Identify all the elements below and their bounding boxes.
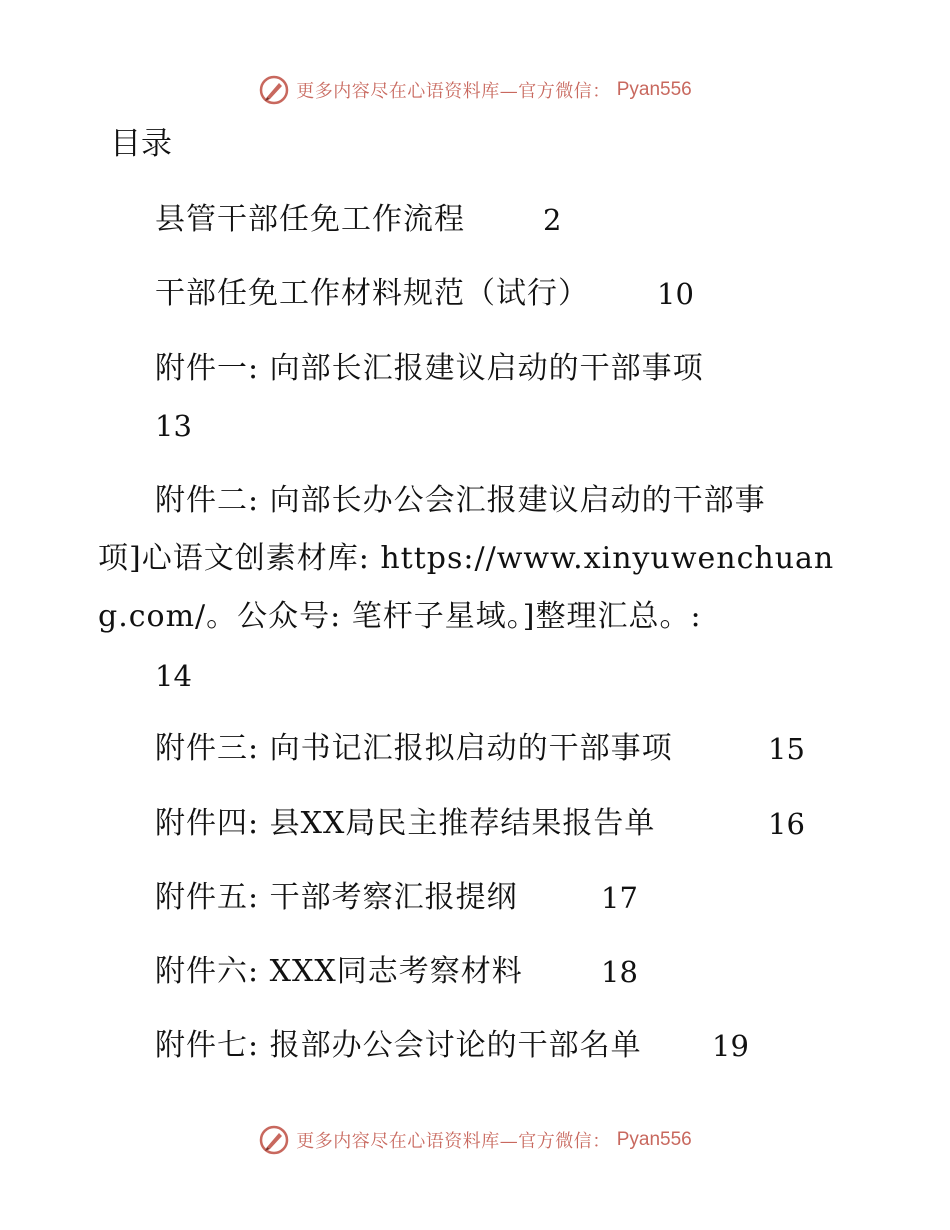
toc-entry[interactable] [155,1024,642,1068]
toc-entry-page: 16 [768,807,805,841]
toc-entry[interactable] [155,876,518,920]
toc-title: 目录 [110,126,172,162]
watermark-id: Pyan556 [616,79,692,100]
watermark-id: Pyan556 [616,1129,692,1150]
toc-entry-title: 附件五: 干部考察汇报提纲 [155,880,518,915]
toc-entry-line: g.com/。公众号: 笔杆子星域。]整理汇总。: [98,599,702,634]
watermark-text: 更多内容尽在心语资料库—官方微信： [296,1131,611,1152]
toc-entry-title: 干部任免工作材料规范（试行） [155,276,589,311]
toc-entry-page: 17 [601,881,638,915]
toc-entry[interactable] [155,802,655,846]
toc-entry-title: 县管干部任免工作流程 [155,202,465,237]
toc-entry-page: 13 [155,409,192,443]
toc-entry-title: 附件四: 县XX局民主推荐结果报告单 [155,806,656,841]
toc-entry-line: 项]心语文创素材库: https://www.xinyuwenchuan [98,541,835,576]
pen-logo-icon [258,74,290,106]
toc-entry-wrapped[interactable] [98,472,858,646]
toc-entry-title: 附件六: XXX同志考察材料 [155,954,523,989]
toc-entry-title: 附件三: 向书记汇报拟启动的干部事项 [155,731,673,766]
watermark-text: 更多内容尽在心语资料库—官方微信： [296,81,611,102]
toc-entry[interactable] [155,272,589,316]
toc-entry-page: 14 [155,659,192,693]
toc-entry-page: 10 [657,277,694,311]
watermark-banner-top [0,70,950,110]
toc-entry-title: 附件七: 报部办公会讨论的干部名单 [155,1028,642,1063]
toc-entry-page: 2 [543,203,562,237]
toc-entry[interactable] [155,727,673,771]
watermark-banner-bottom [0,1120,950,1160]
toc-entry[interactable] [155,198,465,242]
toc-entry[interactable] [155,347,704,391]
toc-entry-line: 附件二: 向部长办公会汇报建议启动的干部事 [155,483,766,518]
toc-entry[interactable] [155,950,523,994]
toc-entry-title: 附件一: 向部长汇报建议启动的干部事项 [155,351,704,386]
pen-logo-icon [258,1124,290,1156]
toc-entry-page: 19 [712,1029,749,1063]
toc-entry-page: 15 [768,732,805,766]
toc-entry-page: 18 [601,955,638,989]
